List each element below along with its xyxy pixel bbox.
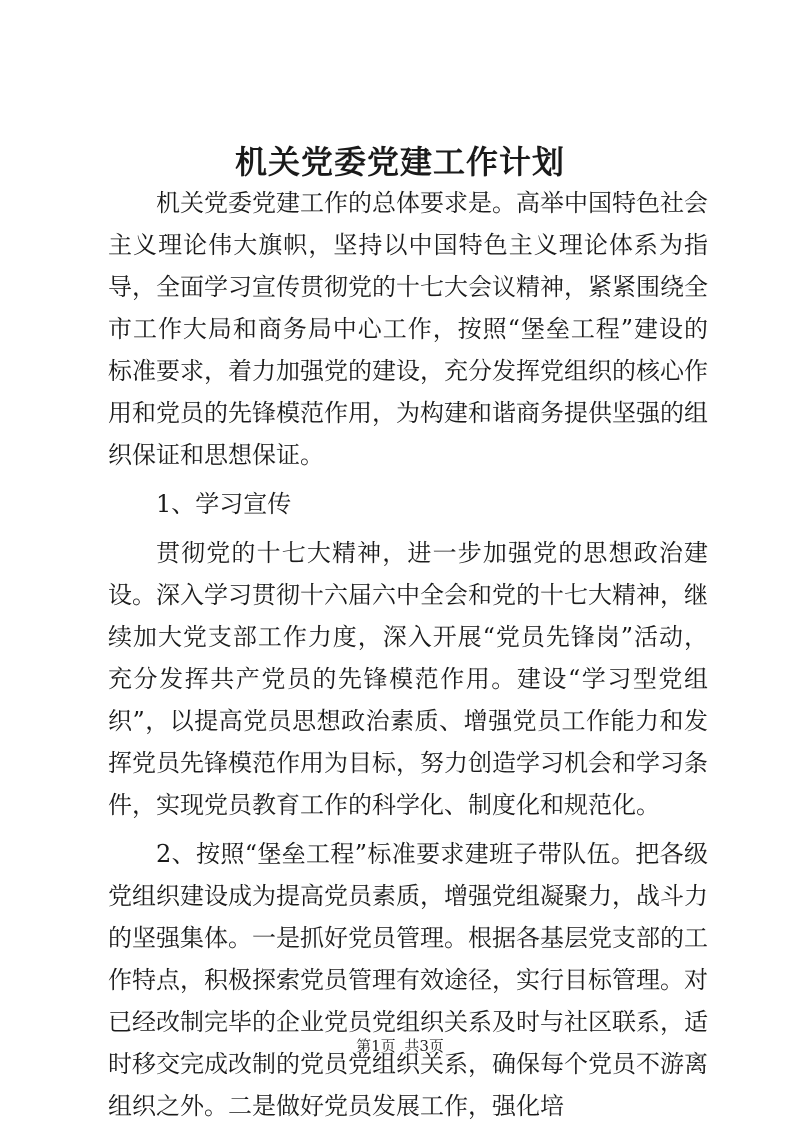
document-body	[108, 182, 708, 1134]
paragraph-fortress-project: 2、按照“堡垒工程”标准要求建班子带队伍。把各级党组织建设成为提高党员素质，增强党组凝聚力，战斗力的坚强集体。一是抓好党员管理。根据各基层党支部的工作特点，积极探索党员管理有效途径，实行目标管理。对已经改制完毕的企业党员党组织关系及时与社区联系，适时移交完成改制的党员党组织关系，确保每个党员不游离组织之外。二是做好党员发展工作，强化培	[108, 840, 708, 1120]
page-number: 第1页	[356, 1037, 396, 1055]
document-title: 机关党委党建工作计划	[234, 143, 565, 181]
paragraph-intro: 机关党委党建工作的总体要求是。高举中国特色社会主义理论伟大旗帜，坚持以中国特色主义理论体系为指导，全面学习宣传贯彻党的十七大会议精神，紧紧围绕全市工作大局和商务局中心工作，按照“堡垒工程”建设的标准要求，着力加强党的建设，充分发挥党组织的核心作用和党员的先锋模范作用，为构建和谐商务提供坚强的组织保证和思想保证。	[108, 189, 708, 469]
paragraph-study: 贯彻党的十七大精神，进一步加强党的思想政治建设。深入学习贯彻十六届六中全会和党的十七大精神，继续加大党支部工作力度，深入开展“党员先锋岗”活动，充分发挥共产党员的先锋模范作用。建设“学习型党组织”，以提高党员思想政治素质、增强党员工作能力和发挥党员先锋模范作用为目标，努力创造学习机会和学习条件，实现党员教育工作的科学化、制度化和规范化。	[108, 539, 708, 819]
section-heading-study: 1、学习宣传	[156, 490, 292, 518]
page-total: 共3页	[404, 1037, 444, 1055]
page-footer	[0, 1036, 800, 1056]
